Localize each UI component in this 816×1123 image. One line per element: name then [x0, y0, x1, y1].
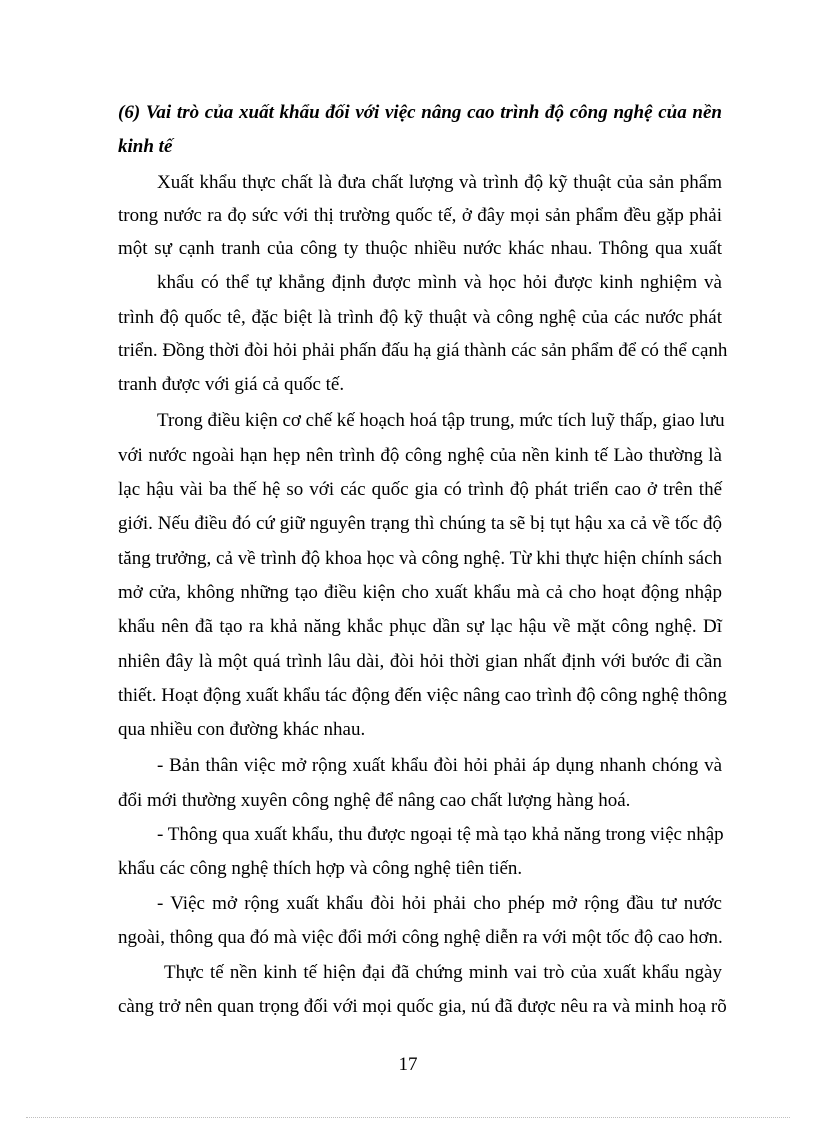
- paragraph-line: khẩu nên đã tạo ra khả năng khắc phục dần sự lạc hậu về mặt công nghệ. Dĩ: [118, 616, 722, 637]
- section-heading-line-1: (6) Vai trò của xuất khẩu đối với việc nâng cao trình độ công nghệ của nền: [118, 102, 722, 123]
- paragraph-line: Xuất khẩu thực chất là đưa chất lượng và trình độ kỹ thuật của sản phẩm: [157, 172, 722, 193]
- paragraph-line: triển. Đồng thời đòi hỏi phải phấn đấu hạ giá thành các sản phẩm để có thể cạnh: [118, 340, 728, 361]
- paragraph-line: tăng trưởng, cả về trình độ khoa học và công nghệ. Từ khi thực hiện chính sách: [118, 548, 722, 569]
- bullet-line: ngoài, thông qua đó mà việc đổi mới công nghệ diễn ra với một tốc độ cao hơn.: [118, 927, 723, 948]
- paragraph-line: giới. Nếu điều đó cứ giữ nguyên trạng thì chúng ta sẽ bị tụt hậu xa cả về tốc độ: [118, 513, 722, 534]
- paragraph-line: nhiên đây là một quá trình lâu dài, đòi hỏi thời gian nhất định với bước đi cần: [118, 651, 722, 672]
- bullet-line: khẩu các công nghệ thích hợp và công nghệ tiên tiến.: [118, 858, 523, 879]
- paragraph-line: thiết. Hoạt động xuất khẩu tác động đến việc nâng cao trình độ công nghệ thông: [118, 685, 727, 706]
- paragraph-line: tranh được với giá cả quốc tế.: [118, 374, 345, 395]
- footer-divider: [26, 1117, 790, 1118]
- paragraph-line: Trong điều kiện cơ chế kế hoạch hoá tập trung, mức tích luỹ thấp, giao lưu: [157, 410, 725, 431]
- paragraph-line: lạc hậu vài ba thế hệ so với các quốc gia có trình độ phát triển cao ở trên thế: [118, 479, 722, 500]
- paragraph-line: Thực tế nền kinh tế hiện đại đã chứng minh vai trò của xuất khẩu ngày: [164, 962, 722, 983]
- bullet-line: đổi mới thường xuyên công nghệ để nâng cao chất lượng hàng hoá.: [118, 790, 631, 811]
- page-number: 17: [398, 1054, 418, 1075]
- paragraph-line: trình độ quốc tê, đặc biệt là trình độ kỹ thuật và công nghệ của các nước phát: [118, 307, 722, 328]
- paragraph-line: qua nhiều con đường khác nhau.: [118, 719, 366, 740]
- paragraph-line: một sự cạnh tranh của công ty thuộc nhiều nước khác nhau. Thông qua xuất: [118, 238, 722, 259]
- bullet-line: - Thông qua xuất khẩu, thu được ngoại tệ mà tạo khả năng trong việc nhập: [157, 824, 724, 845]
- paragraph-line: khẩu có thể tự khẳng định được mình và học hỏi được kinh nghiệm và: [157, 272, 722, 293]
- bullet-line: - Việc mở rộng xuất khẩu đòi hỏi phải cho phép mở rộng đầu tư nước: [157, 893, 722, 914]
- section-heading-line-2: kinh tế: [118, 136, 173, 157]
- bullet-line: - Bản thân việc mở rộng xuất khẩu đòi hỏi phải áp dụng nhanh chóng và: [157, 755, 722, 776]
- paragraph-line: trong nước ra đọ sức với thị trường quốc tế, ở đây mọi sản phẩm đều gặp phải: [118, 205, 722, 226]
- paragraph-line: mở cửa, không những tạo điều kiện cho xuất khẩu mà cả cho hoạt động nhập: [118, 582, 722, 603]
- paragraph-line: càng trở nên quan trọng đối với mọi quốc gia, nú đã được nêu ra và minh hoạ rõ: [118, 996, 727, 1017]
- paragraph-line: với nước ngoài hạn hẹp nên trình độ công nghệ của nền kinh tế Lào thường là: [118, 445, 722, 466]
